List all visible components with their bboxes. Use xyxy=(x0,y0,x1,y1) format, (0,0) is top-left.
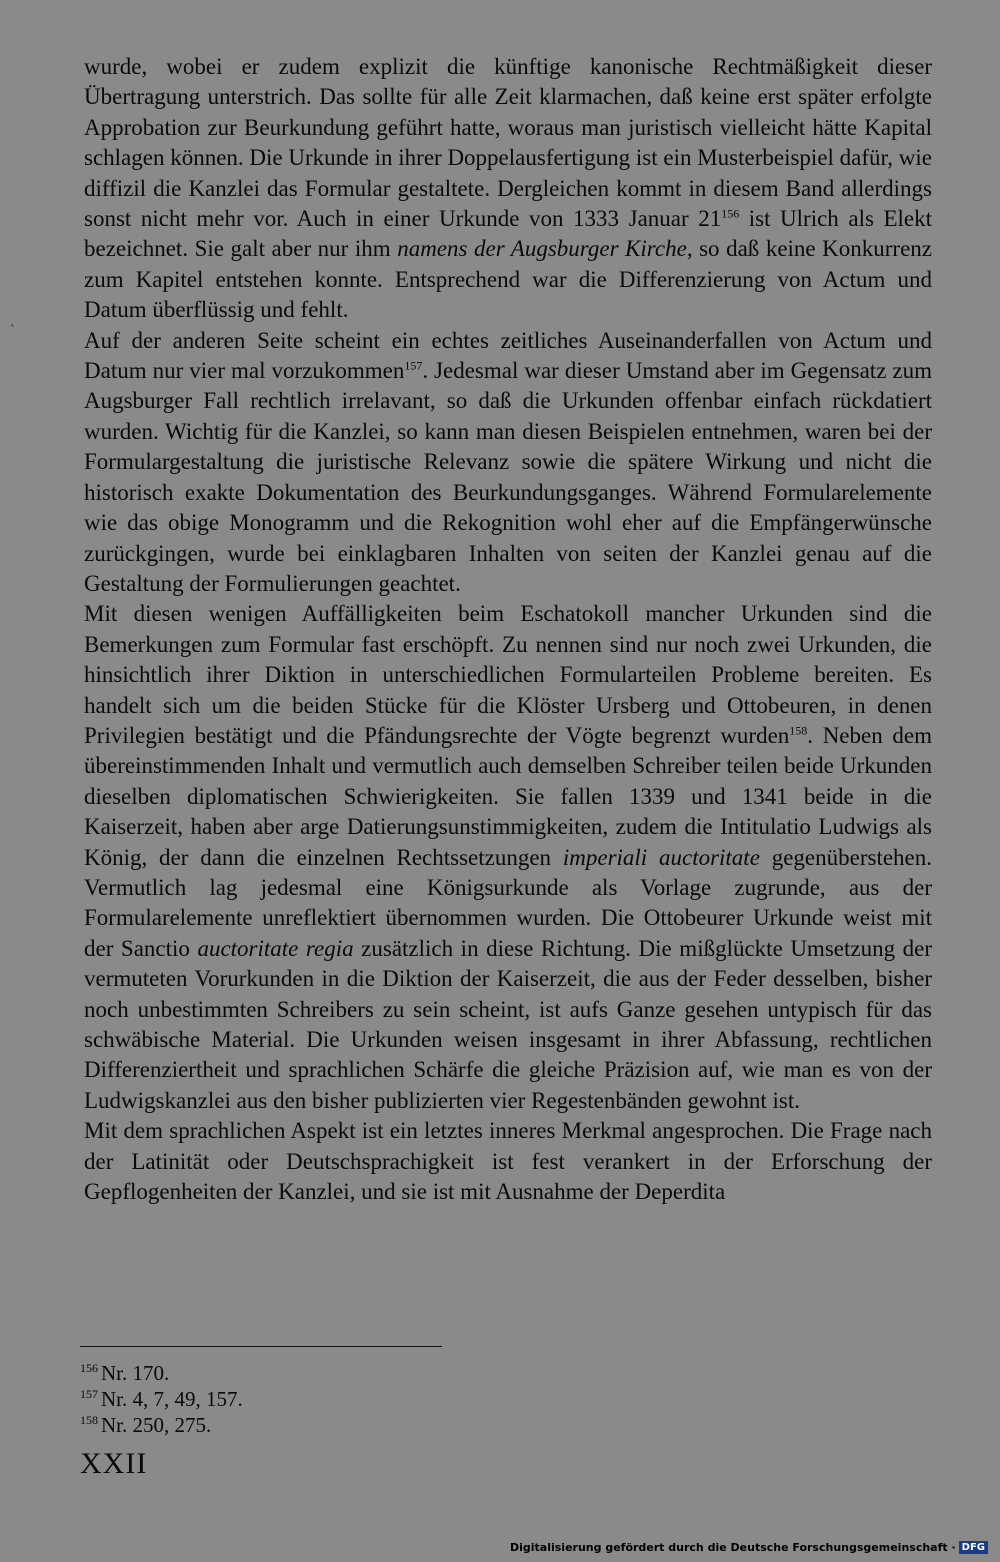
text-run: zusätzlich in diese Richtung. Die mißglückte Umsetzung der vermuteten Vorurkunden in die Diktion der Kaiserzeit, die aus der Feder desselben, bisher noch unbestimmten Schreibers zu sein scheint, ist aufs Ganze gesehen untypisch für das schwäbische Material. Die Urkunden weisen insgesamt in ihrer Abfassung, rechtlichen Differenziertheit und sprachlichen Schärfe die gleiche Präzision auf, wie man es von der Ludwigskanzlei aus den bisher publizierten vier Regestenbänden gewohnt ist. xyxy=(84,935,932,1113)
paragraph xyxy=(84,52,932,326)
footnote-number: 158 xyxy=(80,1413,98,1427)
footnote-text: Nr. 4, 7, 49, 157. xyxy=(101,1387,243,1411)
page-number: XXII xyxy=(80,1447,148,1480)
margin-mark: ` xyxy=(10,323,15,338)
text-run: gegenüberstehen. Vermutlich lag jedesmal eine Königsurkunde als Vorlage zugrunde, aus der Formularelemente unreflektiert übernommen wurden. Die Ottobeurer Urkunde weist mit der Sanctio xyxy=(84,844,933,961)
dfg-notice-text: Digitalisierung gefördert durch die Deutsche Forschungsgemeinschaft · xyxy=(509,1541,956,1554)
dfg-logo-icon: DFG xyxy=(959,1541,988,1554)
footnote-number: 157 xyxy=(80,1387,98,1401)
footnote-ref: 156 xyxy=(721,206,740,221)
text-run: , so daß keine Konkurrenz zum Kapitel entstehen konnte. Entsprechend war die Differenzierung von Actum und Datum überflüssig und fehlt. xyxy=(84,236,933,323)
paragraph xyxy=(84,1116,932,1207)
footnotes xyxy=(80,1360,580,1438)
paragraph xyxy=(84,326,932,600)
text-run: Mit diesen wenigen Auffälligkeiten beim Eschatokoll mancher Urkunden sind die Bemerkungen zum Formular fast erschöpft. Zu nennen sind nur noch zwei Urkunden, die hinsichtlich ihrer Diktion in unterschiedlichen Formularteilen Probleme bereiten. Es handelt sich um die beiden Stücke für die Klöster Ursberg und Ottobeuren, in denen Privilegien bestätigt und die Pfändungsrechte der Vögte begrenzt wurden xyxy=(84,601,932,748)
footnote-number: 156 xyxy=(80,1361,98,1375)
text-run: . Jedesmal war dieser Umstand aber im Gegensatz zum Augsburger Fall rechtlich irrelavant, so daß die Urkunden offenbar einfach rückdatiert wurden. Wichtig für die Kanzlei, so kann man diesen Beispielen entnehmen, waren bei der Formulargestaltung die juristische Relevanz sowie die spätere Wirkung und nicht die historisch exakte Dokumentation des Beurkundungsganges. Während Formularelemente wie das obige Monogramm und die Rekognition wohl eher auf die Empfängerwünsche zurückgingen, wurde bei einklagbaren Inhalten von seiten der Kanzlei genau auf die Gestaltung der Formulierungen geachtet. xyxy=(84,358,932,596)
text-run: ist Ulrich als Elekt bezeichnet. Sie galt aber nur ihm xyxy=(84,206,933,262)
footnote-text: Nr. 170. xyxy=(101,1361,170,1385)
dfg-credit xyxy=(510,1541,988,1554)
footnote-ref: 157 xyxy=(404,358,423,373)
italic-phrase: auctoritate regia xyxy=(197,935,354,961)
footnote xyxy=(80,1360,580,1386)
footnote-text: Nr. 250, 275. xyxy=(101,1413,212,1437)
footnote xyxy=(80,1412,580,1438)
footnote xyxy=(80,1386,580,1412)
italic-phrase: imperiali auctoritate xyxy=(562,844,760,870)
footnote-separator xyxy=(80,1346,442,1347)
footnote-ref: 158 xyxy=(789,723,808,738)
paragraph xyxy=(84,599,932,1116)
main-text xyxy=(84,52,932,1207)
text-run: Mit dem sprachlichen Aspekt ist ein letztes inneres Merkmal angesprochen. Die Frage nach der Latinität oder Deutschsprachigkeit ist fest verankert in der Erforschung der Gepflogenheiten der Kanzlei, und sie ist mit Ausnahme der Deperdita xyxy=(84,1118,932,1205)
italic-phrase: namens der Augsburger Kirche xyxy=(397,236,687,262)
text-run: wurde, wobei er zudem explizit die künftige kanonische Rechtmäßigkeit dieser Übertragung unterstrich. Das sollte für alle Zeit klarmachen, daß keine erst später erfolgte Approbation zur Beurkundung geführt hatte, woraus man juristisch vielleicht hätte Kapital schlagen können. Die Urkunde in ihrer Doppelausfertigung ist ein Musterbeispiel dafür, wie diffizil die Kanzlei das Formular gestaltete. Dergleichen kommt in diesem Band allerdings sonst nicht mehr vor. Auch in einer Urkunde von 1333 Januar 21 xyxy=(84,54,932,232)
text-run: . Neben dem übereinstimmenden Inhalt und vermutlich auch demselben Schreiber teilen beide Urkunden dieselben diplomatischen Schwierigkeiten. Sie fallen 1339 und 1341 beide in die Kaiserzeit, haben aber arge Datierungsunstimmigkeiten, zudem die Intitulatio Ludwigs als König, der dann die einzelnen Rechtssetzungen xyxy=(84,722,932,870)
text-run: Auf der anderen Seite scheint ein echtes zeitliches Auseinanderfallen von Actum und Datum nur vier mal vorzukommen xyxy=(84,327,932,384)
